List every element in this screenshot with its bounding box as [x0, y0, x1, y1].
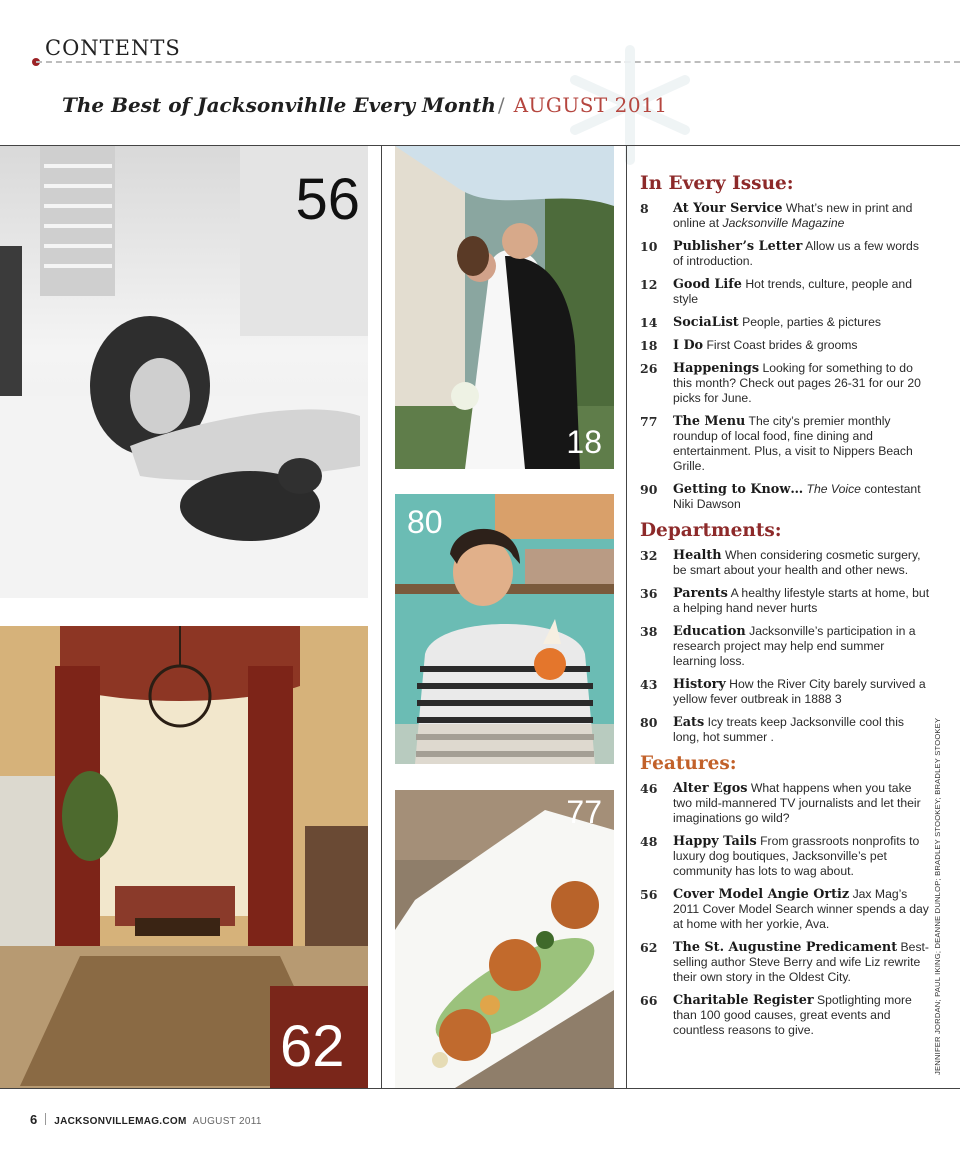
entry-list: [640, 781, 930, 1038]
toc-entry-title: Good Life: [673, 277, 742, 292]
toc-entry-title: Health: [673, 548, 722, 563]
toc-entry-title: SociaList: [673, 315, 739, 330]
toc-page-number: 26: [640, 361, 658, 376]
section-title: Departments:: [640, 520, 782, 541]
tagline-separator: /: [497, 93, 505, 117]
toc-entry-title: Charitable Register: [673, 993, 814, 1008]
page-number-62: 62: [280, 1014, 345, 1079]
toc-entry-text: [673, 239, 930, 269]
toc-entry-text: [673, 315, 930, 330]
toc-entry[interactable]: [640, 414, 930, 474]
toc-page-number: 14: [640, 315, 658, 330]
toc-page-number: 10: [640, 239, 658, 254]
toc-desc-part: Best-selling author Steve Berry and wife Liz rewrite their own story in the Oldest City.: [673, 940, 929, 984]
section-features: [640, 753, 930, 1038]
toc-entry-text: [673, 482, 930, 512]
toc-entry[interactable]: [640, 677, 930, 707]
toc-entry-text: [673, 940, 930, 985]
toc-page-number: 32: [640, 548, 658, 563]
toc-entry[interactable]: [640, 834, 930, 879]
toc-entry[interactable]: [640, 239, 930, 269]
issue-tagline: [62, 93, 668, 117]
photo-living-room[interactable]: [0, 626, 368, 1088]
page-number-77: 77: [566, 794, 602, 830]
section-departments: [640, 520, 930, 745]
toc-entry-title: Publisher’s Letter: [673, 239, 803, 254]
toc-entry-text: [673, 201, 930, 231]
toc-entry-text: [673, 586, 930, 616]
page-number-56: 56: [295, 167, 360, 232]
toc-page-number: 12: [640, 277, 658, 292]
toc-entry-title: At Your Service: [673, 201, 783, 216]
toc-entry[interactable]: [640, 548, 930, 578]
toc-entry-title: Getting to Know…: [673, 482, 804, 497]
toc-desc-part: How the River City barely survived a yellow fever outbreak in 1888 3: [673, 677, 926, 706]
toc-entry[interactable]: [640, 338, 930, 353]
toc-entry-text: [673, 781, 930, 826]
toc-desc-part: contestant Niki Dawson: [673, 482, 921, 511]
toc-entry-text: [673, 834, 930, 879]
toc-entry-title: History: [673, 677, 726, 692]
toc-column: [640, 173, 930, 1046]
toc-entry[interactable]: [640, 277, 930, 307]
toc-desc-part: Jax Mag’s 2011 Cover Model Search winner spends a day at home with her yorkie, Ava.: [673, 887, 929, 931]
toc-desc-part: Allow us a few words of introduction.: [673, 239, 919, 268]
toc-entry[interactable]: [640, 887, 930, 932]
toc-entry[interactable]: [640, 781, 930, 826]
footer-page-number: 6: [30, 1112, 38, 1127]
toc-entry-title: The St. Augustine Predicament: [673, 940, 898, 955]
toc-desc-part: Looking for something to do this month? Check out pages 26-31 for our 20 picks for June.: [673, 361, 921, 405]
toc-entry-text: [673, 887, 930, 932]
toc-desc-part: Jacksonville’s participation in a research project may help end summer learning loss.: [673, 624, 916, 668]
toc-desc-part: Spotlighting more than 100 good causes, great events and countless reasons to give.: [673, 993, 912, 1037]
footer-site-link[interactable]: JACKSONVILLEMAG.COM: [54, 1116, 187, 1127]
toc-entry[interactable]: [640, 624, 930, 669]
toc-desc-italic: The Voice: [806, 482, 861, 496]
toc-entry-text: [673, 677, 930, 707]
contents-label: CONTENTS: [45, 36, 181, 60]
toc-entry[interactable]: [640, 586, 930, 616]
toc-entry[interactable]: [640, 715, 930, 745]
toc-page-number: 36: [640, 586, 658, 601]
section-title: In Every Issue:: [640, 173, 794, 194]
toc-page-number: 46: [640, 781, 658, 796]
toc-entry-title: Alter Egos: [673, 781, 748, 796]
entry-list: [640, 201, 930, 512]
entry-list: [640, 548, 930, 745]
toc-page-number: 66: [640, 993, 658, 1008]
section-every-issue: [640, 173, 930, 512]
toc-entry-title: The Menu: [673, 414, 746, 429]
toc-entry-text: [673, 548, 930, 578]
toc-desc-part: People, parties & pictures: [742, 315, 881, 329]
toc-entry-title: I Do: [673, 338, 704, 353]
header-rule: [36, 61, 960, 63]
toc-desc-part: From grassroots nonprofits to luxury dog boutiques, Jacksonville’s pet community has lots to wag about.: [673, 834, 920, 878]
toc-page-number: 8: [640, 201, 649, 216]
toc-desc-italic: Jacksonville Magazine: [722, 216, 845, 230]
toc-page-number: 38: [640, 624, 658, 639]
frame-mid-divider: [381, 145, 382, 1089]
toc-desc-part: Hot trends, culture, people and style: [673, 277, 912, 306]
toc-entry-text: [673, 993, 930, 1038]
issue-date: AUGUST 2011: [513, 93, 668, 117]
toc-entry-title: Happy Tails: [673, 834, 757, 849]
toc-desc-part: A healthy lifestyle starts at home, but a helping hand never hurts: [673, 586, 930, 615]
toc-entry[interactable]: [640, 940, 930, 985]
page-number-18: 18: [566, 424, 602, 460]
toc-page-number: 56: [640, 887, 658, 902]
toc-page-number: 43: [640, 677, 658, 692]
toc-desc-part: First Coast brides & grooms: [706, 338, 858, 352]
page-number-80: 80: [407, 504, 443, 540]
toc-page-number: 77: [640, 414, 658, 429]
footer-divider: [45, 1113, 46, 1125]
toc-entry-text: [673, 361, 930, 406]
toc-desc-part: What happens when you take two mild-mannered TV journalists and let their imaginations go wild?: [673, 781, 921, 825]
toc-entry-title: Parents: [673, 586, 728, 601]
toc-entry-text: [673, 277, 930, 307]
toc-desc-part: When considering cosmetic surgery, be smart about your health and other news.: [673, 548, 921, 577]
frame-bottom: [0, 1088, 960, 1089]
section-title: Features:: [640, 753, 737, 774]
toc-entry-title: Education: [673, 624, 746, 639]
photo-credits: JENNIFER JORDAN; PAUL IKING; DEANNE DUNLOP; BRADLEY STOOKEY; BRADLEY STOOKEY: [933, 717, 942, 1075]
toc-desc-part: The city’s premier monthly roundup of local food, fine dining and entertainment. Plus, a visit to Nippers Beach Grille.: [673, 414, 913, 473]
photo-cover-model[interactable]: [0, 146, 368, 598]
toc-entry-text: [673, 624, 930, 669]
toc-entry[interactable]: [640, 315, 930, 330]
toc-page-number: 80: [640, 715, 658, 730]
toc-entry-description: [673, 715, 904, 744]
toc-entry-title: Eats: [673, 715, 705, 730]
photo-ice-cream-vendor[interactable]: [395, 494, 614, 764]
footer-month: AUGUST 2011: [192, 1116, 262, 1127]
page-footer: [30, 1112, 262, 1127]
photo-wedding[interactable]: [395, 146, 614, 469]
photo-shrimp-dish[interactable]: [395, 790, 614, 1088]
toc-entry-text: [673, 414, 930, 474]
toc-desc-part: What’s new in print and online at: [673, 201, 913, 230]
toc-entry-description: [742, 315, 881, 329]
toc-entry[interactable]: [640, 361, 930, 406]
toc-entry-text: [673, 338, 930, 353]
toc-entry-title: Cover Model Angie Ortiz: [673, 887, 850, 902]
toc-page-number: 62: [640, 940, 658, 955]
frame-column-divider: [626, 145, 627, 1089]
toc-entry-text: [673, 715, 930, 745]
toc-page-number: 18: [640, 338, 658, 353]
tagline-text: The Best of Jacksonvihlle Every Month: [62, 93, 496, 117]
toc-entry-description: [706, 338, 857, 352]
toc-page-number: 48: [640, 834, 658, 849]
toc-entry[interactable]: [640, 482, 930, 512]
toc-entry[interactable]: [640, 201, 930, 231]
toc-entry-title: Happenings: [673, 361, 760, 376]
toc-entry[interactable]: [640, 993, 930, 1038]
toc-page-number: 90: [640, 482, 658, 497]
toc-desc-part: Icy treats keep Jacksonville cool this long, hot summer .: [673, 715, 905, 744]
